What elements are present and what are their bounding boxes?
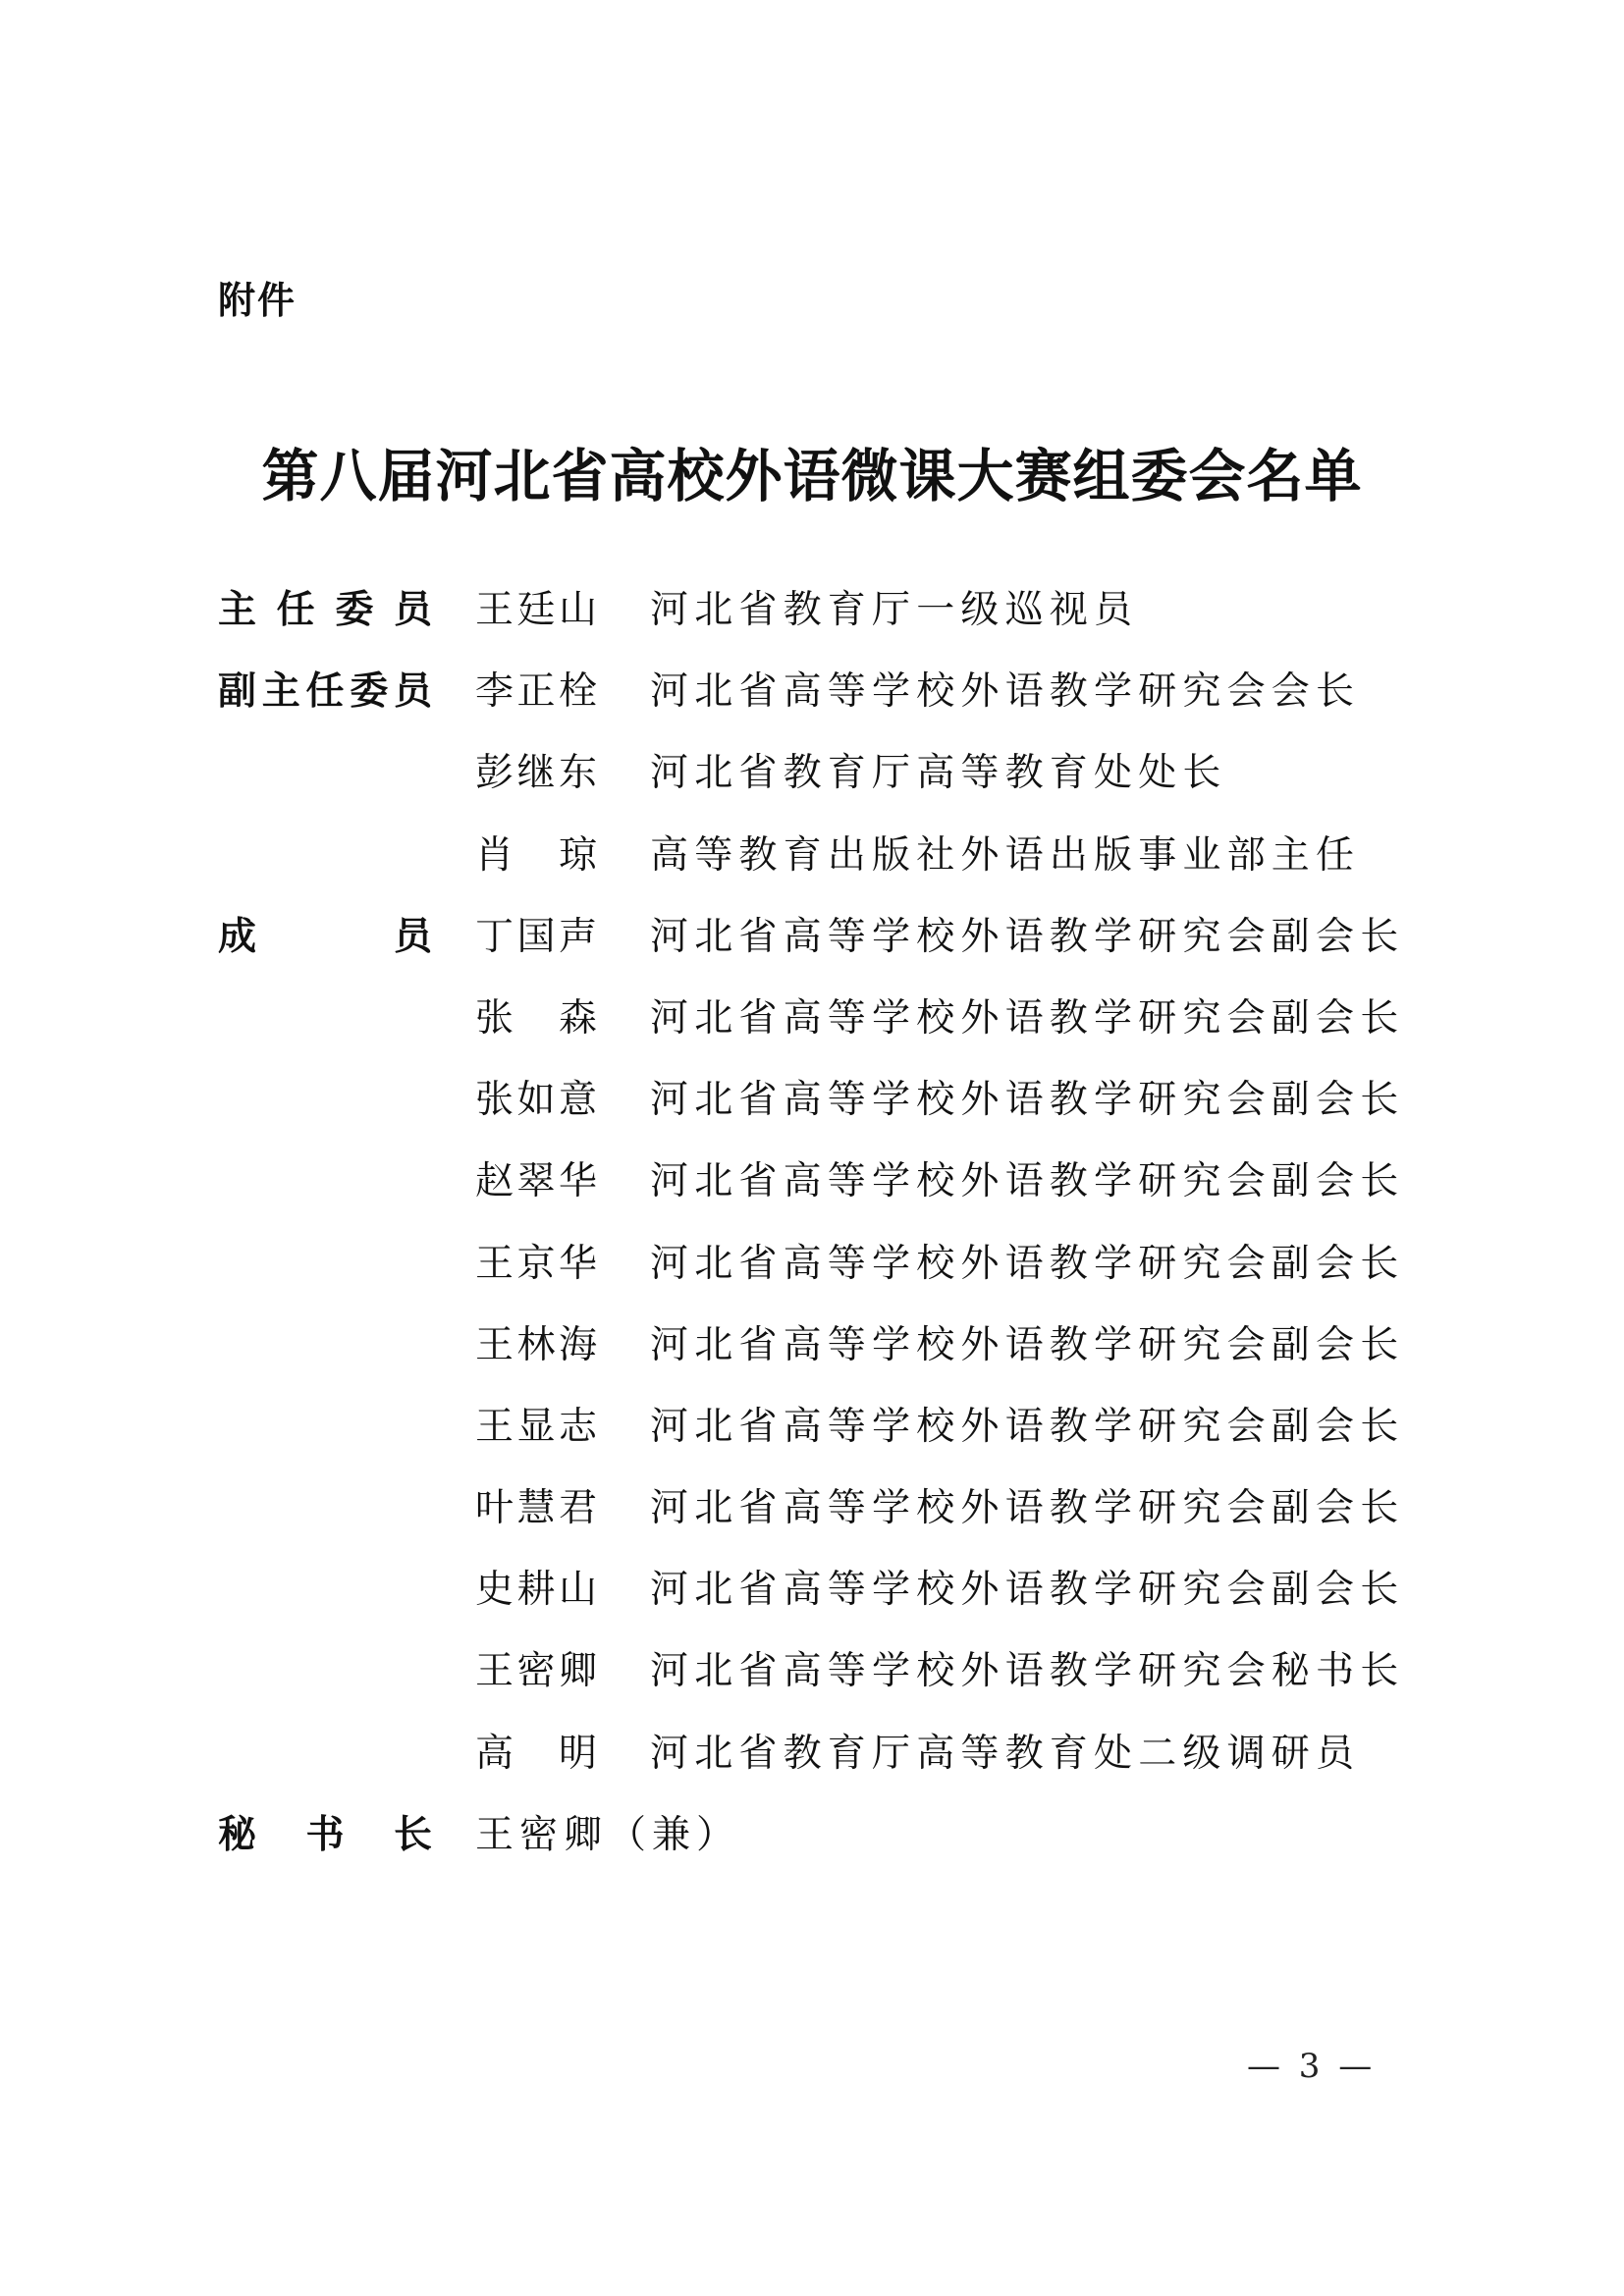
member-position: 河北省高等学校外语教学研究会副会长 bbox=[650, 1568, 1405, 1613]
roster-row bbox=[218, 1055, 1445, 1137]
role-label: 秘书长 bbox=[218, 1812, 432, 1857]
roster-row bbox=[218, 1219, 1445, 1301]
member-name: 赵翠华 bbox=[475, 1159, 597, 1204]
roster-row bbox=[218, 1627, 1445, 1708]
member-position: 河北省高等学校外语教学研究会副会长 bbox=[650, 1159, 1405, 1204]
member-position: 河北省高等学校外语教学研究会秘书长 bbox=[650, 1649, 1405, 1694]
member-position: 河北省高等学校外语教学研究会会长 bbox=[650, 669, 1361, 715]
member-name: 王林海 bbox=[475, 1322, 597, 1367]
member-name: 王显志 bbox=[475, 1404, 597, 1449]
member-position: 河北省高等学校外语教学研究会副会长 bbox=[650, 1241, 1405, 1286]
member-name: 王密卿（兼） bbox=[475, 1812, 741, 1857]
member-name: 高明 bbox=[475, 1731, 597, 1776]
member-position: 河北省高等学校外语教学研究会副会长 bbox=[650, 995, 1405, 1041]
roster-row bbox=[218, 1301, 1445, 1382]
roster-row bbox=[218, 565, 1445, 647]
roster-row bbox=[218, 892, 1445, 974]
attachment-label: 附件 bbox=[218, 279, 298, 322]
role-label: 成员 bbox=[218, 914, 432, 959]
member-name: 史耕山 bbox=[475, 1568, 597, 1613]
member-name: 王廷山 bbox=[475, 588, 597, 632]
member-name: 张如意 bbox=[475, 1078, 597, 1123]
member-name: 张森 bbox=[475, 995, 597, 1041]
member-name: 彭继东 bbox=[475, 751, 597, 796]
role-label: 主任委员 bbox=[218, 588, 432, 632]
member-name: 肖琼 bbox=[475, 832, 597, 878]
roster-row bbox=[218, 974, 1445, 1055]
roster-row bbox=[218, 1545, 1445, 1627]
roster-row bbox=[218, 1709, 1445, 1790]
role-label: 副主任委员 bbox=[218, 669, 432, 715]
member-position: 河北省教育厅高等教育处处长 bbox=[650, 751, 1227, 796]
roster-row bbox=[218, 811, 1445, 892]
roster-row bbox=[218, 728, 1445, 810]
member-position: 河北省高等学校外语教学研究会副会长 bbox=[650, 914, 1405, 959]
roster-row bbox=[218, 1382, 1445, 1464]
member-position: 河北省高等学校外语教学研究会副会长 bbox=[650, 1486, 1405, 1531]
roster-row bbox=[218, 1137, 1445, 1218]
roster-row bbox=[218, 1464, 1445, 1545]
document-title: 第八届河北省高校外语微课大赛组委会名单 bbox=[261, 443, 1363, 509]
member-position: 河北省高等学校外语教学研究会副会长 bbox=[650, 1078, 1405, 1123]
roster-row bbox=[218, 647, 1445, 728]
member-position: 河北省教育厅高等教育处二级调研员 bbox=[650, 1731, 1361, 1776]
member-name: 王密卿 bbox=[475, 1649, 597, 1694]
member-name: 王京华 bbox=[475, 1241, 597, 1286]
member-name: 叶慧君 bbox=[475, 1486, 597, 1531]
member-position: 河北省教育厅一级巡视员 bbox=[650, 588, 1139, 632]
committee-roster bbox=[218, 565, 1445, 1872]
roster-row bbox=[218, 1790, 1445, 1872]
member-position: 河北省高等学校外语教学研究会副会长 bbox=[650, 1322, 1405, 1367]
member-name: 丁国声 bbox=[475, 914, 597, 959]
member-name: 李正栓 bbox=[475, 669, 597, 715]
page-number: — 3 — bbox=[1247, 2047, 1377, 2086]
member-position: 高等教育出版社外语出版事业部主任 bbox=[650, 832, 1361, 878]
member-position: 河北省高等学校外语教学研究会副会长 bbox=[650, 1404, 1405, 1449]
